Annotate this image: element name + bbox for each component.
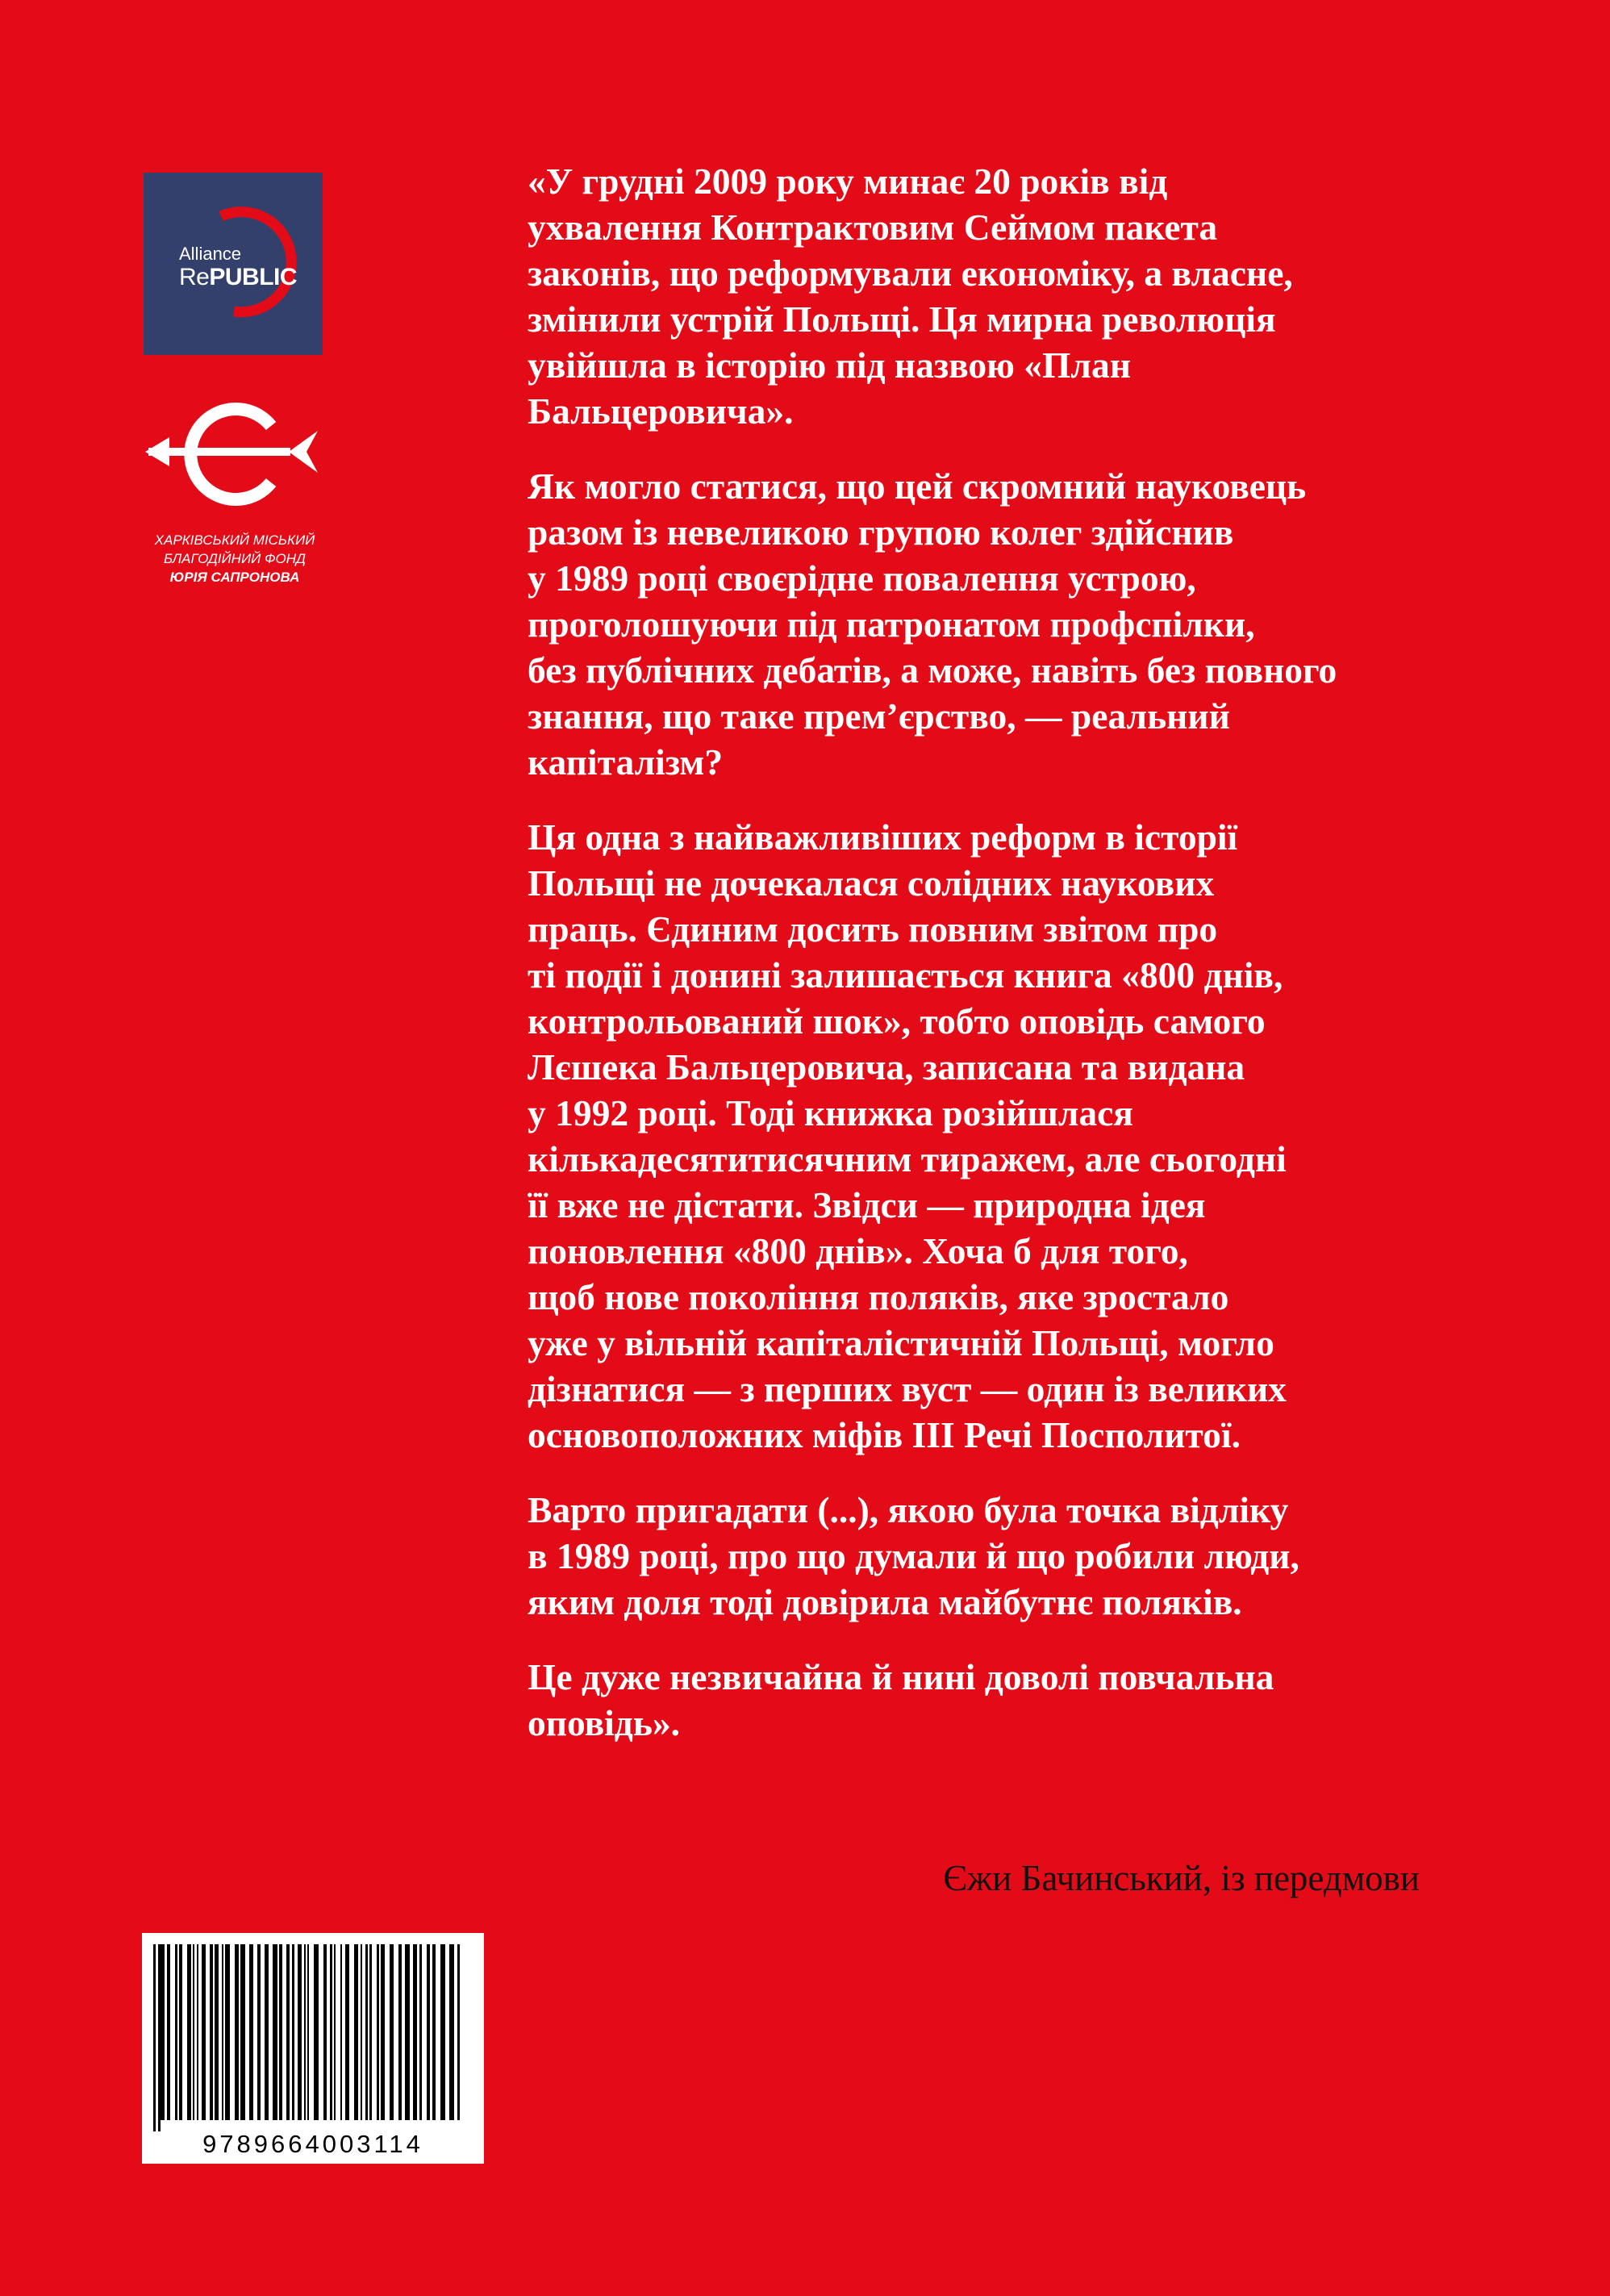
text-line: щоб нове покоління поляків, яке зростало [528, 1276, 1229, 1317]
euro-arrow-emblem-icon [137, 394, 331, 515]
barcode-bar [215, 1944, 219, 2120]
barcode-bar [457, 1944, 460, 2120]
barcode-bar [307, 1944, 309, 2120]
barcode-bar [197, 1944, 198, 2120]
barcode-bar [187, 1944, 191, 2120]
text-line: у 1989 році своєрідне повалення устрою, [528, 557, 1196, 599]
barcode-bar [334, 1944, 336, 2120]
barcode-bar [249, 1944, 253, 2120]
barcode-bar [222, 1944, 223, 2120]
barcode-bar [365, 1944, 368, 2120]
barcode-bar [330, 1944, 332, 2120]
text-line: контрольований шок», тобто оповідь самого [528, 1000, 1266, 1042]
fund-caption-name: ЮРІЯ САПРОНОВА [169, 570, 300, 585]
paragraph [528, 158, 1455, 434]
barcode-bar [354, 1944, 358, 2120]
text-line: змінили устрій Польщі. Ця мирна революція [528, 298, 1276, 340]
text-line: Лєшека Бальцеровича, записана та видана [528, 1046, 1245, 1087]
paragraph [528, 814, 1455, 1458]
barcode-bar [427, 1944, 430, 2120]
barcode-bar [304, 1944, 306, 2120]
text-line: законів, що реформували економіку, а власне, [528, 253, 1293, 294]
text-line: ті події і донині залишається книга «800 днів, [528, 954, 1283, 996]
barcode-bar [225, 1944, 230, 2120]
alliance-word: Alliance [179, 244, 242, 264]
fund-caption-line: ХАРКІВСЬКИЙ МІСЬКИЙ [154, 532, 315, 548]
text-line: яким доля тоді довірила майбутнє поляків. [528, 1581, 1242, 1622]
barcode-bar [419, 1944, 422, 2120]
text-line: поновлення «800 днів». Хоча б для того, [528, 1230, 1188, 1271]
barcode-bar [175, 1944, 177, 2120]
text-line: разом із невеликою групою колег здійснив [528, 511, 1234, 553]
barcode-bar [273, 1944, 277, 2120]
text-line: проголошуючи під патронатом профспілки, [528, 603, 1255, 645]
text-line: у 1992 році. Тоді книжка розійшлася [528, 1092, 1133, 1133]
barcode-bar [413, 1944, 417, 2120]
text-line: Польщі не дочекалася солідних наукових [528, 862, 1215, 904]
text-line: кількадесятитисячним тиражем, але сьогодні [528, 1138, 1287, 1179]
barcode-bar [361, 1944, 362, 2120]
barcode-bar [257, 1944, 261, 2120]
text-line: її вже не дістати. Звідси — природна ідея [528, 1184, 1206, 1225]
barcode-bar [398, 1944, 402, 2120]
isbn-barcode [142, 1933, 484, 2164]
barcode-bar [323, 1944, 327, 2120]
barcode-bar [193, 1944, 194, 2120]
barcode-bar [432, 1944, 436, 2120]
barcode-bar [167, 1944, 170, 2120]
text-line: в 1989 році, про що думали й що робили люди, [528, 1535, 1299, 1576]
text-line: дізнатися — з перших вуст — один із великих [528, 1368, 1287, 1409]
barcode-bar [298, 1944, 302, 2120]
text-line: оповідь». [528, 1702, 680, 1743]
barcode-bar [179, 1944, 182, 2120]
paragraph [528, 1487, 1455, 1625]
text-line: уже у вільній капіталістичній Польщі, могло [528, 1322, 1274, 1363]
paragraph [528, 1654, 1455, 1746]
text-line: праць. Єдиним досить повним звітом про [528, 908, 1218, 950]
barcode-bar [381, 1944, 385, 2120]
barcode-bar [292, 1944, 294, 2120]
barcode-bar [405, 1944, 410, 2120]
barcode-bar [265, 1944, 269, 2120]
barcode-bar [161, 1944, 165, 2120]
text-line: Бальцеровича». [528, 390, 794, 432]
barcode-digits: 9789664003114 [202, 2130, 423, 2158]
text-line: Ця одна з найважливіших реформ в історії [528, 816, 1238, 858]
text-line: ухвалення Контрактовим Сеймом пакета [528, 207, 1218, 248]
text-line: увійшла в історію під назвою «План [528, 344, 1131, 386]
paragraph [528, 463, 1455, 785]
alliance-republic-logo [144, 173, 323, 355]
quote-attribution: Єжи Бачинський, із передмови [943, 1858, 1420, 1898]
back-cover-blurb [528, 158, 1455, 1775]
text-line: Це дуже незвичайна й нині доволі повчальна [528, 1656, 1274, 1697]
text-line: Варто пригадати (...), якою була точка відліку [528, 1489, 1289, 1530]
barcode-bar [449, 1944, 454, 2120]
text-line: «У грудні 2009 року минає 20 років від [528, 161, 1168, 202]
barcode-bar [202, 1944, 206, 2120]
text-line: без публічних дебатів, а може, навіть без повного [528, 649, 1337, 691]
barcode-bar [158, 1944, 161, 2131]
republic-word: RePUBLIC [179, 264, 298, 290]
text-line: капіталізм? [528, 741, 724, 783]
barcode-bar [286, 1944, 290, 2120]
text-line: основоположних міфів ІІІ Речі Посполитої. [528, 1414, 1241, 1455]
text-line: знання, що таке прем’єрство, — реальний [528, 695, 1230, 737]
barcode-bar [440, 1944, 445, 2120]
barcode-bar [153, 1944, 156, 2131]
fund-caption [121, 531, 348, 587]
barcode-bar [235, 1944, 239, 2120]
barcode-bar [377, 1944, 379, 2120]
text-line: Як могло статися, що цей скромний науковець [528, 465, 1307, 507]
barcode-bar [390, 1944, 394, 2120]
barcode-bar [240, 1944, 245, 2120]
barcode-bar [279, 1944, 282, 2120]
fund-caption-line: БЛАГОДІЙНИЙ ФОНД [164, 551, 306, 566]
barcode-bar [340, 1944, 342, 2120]
barcode-bar [314, 1944, 319, 2120]
barcode-bar [210, 1944, 213, 2120]
barcode-bar [345, 1944, 349, 2120]
barcode-bar [369, 1944, 372, 2120]
